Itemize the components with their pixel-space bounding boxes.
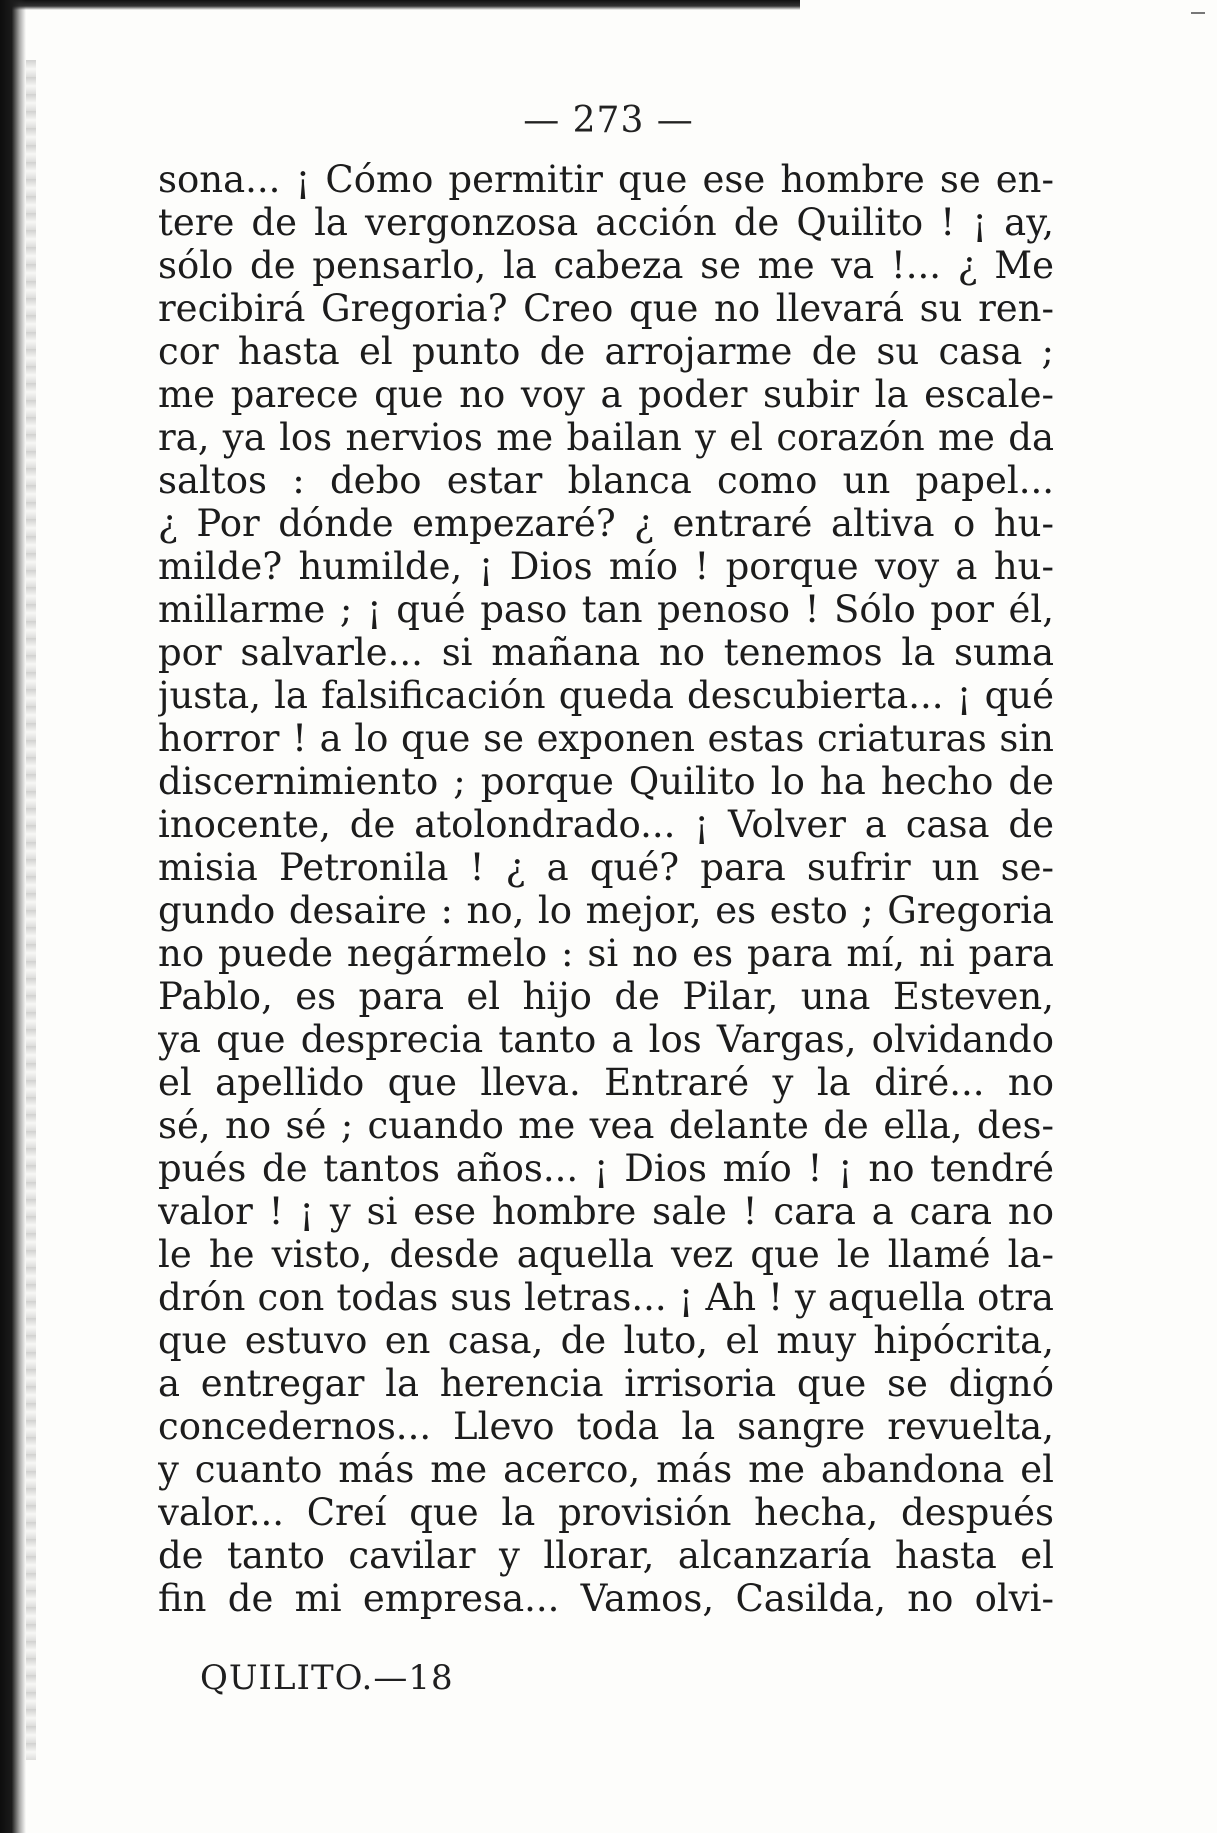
text-line: ya que desprecia tanto a los Vargas, olvidando [158, 1018, 1054, 1061]
text-line: milde? humilde, ¡ Dios mío ! porque voy a hu- [158, 545, 1054, 588]
text-line: le he visto, desde aquella vez que le llamé la- [158, 1233, 1054, 1276]
text-line: Pablo, es para el hijo de Pilar, una Esteven, [158, 975, 1054, 1018]
text-line: me parece que no voy a poder subir la escale- [158, 373, 1054, 416]
text-line: a entregar la herencia irrisoria que se dignó [158, 1362, 1054, 1405]
text-line: sé, no sé ; cuando me vea delante de ella, des- [158, 1104, 1054, 1147]
text-line: que estuvo en casa, de luto, el muy hipócrita, [158, 1319, 1054, 1362]
scan-binding-shadow [26, 60, 36, 1760]
text-line: horror ! a lo que se exponen estas criaturas sin [158, 717, 1054, 760]
text-line: por salvarle... si mañana no tenemos la suma [158, 631, 1054, 674]
text-line: tere de la vergonzosa acción de Quilito ! ¡ ay, [158, 201, 1054, 244]
text-line: pués de tantos años... ¡ Dios mío ! ¡ no tendré [158, 1147, 1054, 1190]
text-line: drón con todas sus letras... ¡ Ah ! y aquella otra [158, 1276, 1054, 1319]
text-line: inocente, de atolondrado... ¡ Volver a casa de [158, 803, 1054, 846]
signature-name: QUILITO. [200, 1658, 374, 1698]
text-line: concedernos... Llevo toda la sangre revuelta, [158, 1405, 1054, 1448]
body-text [158, 158, 1054, 1620]
text-line: valor... Creí que la provisión hecha, después [158, 1491, 1054, 1534]
text-line: ¿ Por dónde empezaré? ¿ entraré altiva o hu- [158, 502, 1054, 545]
text-line: millarme ; ¡ qué paso tan penoso ! Sólo por él, [158, 588, 1054, 631]
text-line: sona... ¡ Cómo permitir que ese hombre se en- [158, 158, 1054, 201]
scan-binding-edge [0, 0, 26, 1833]
text-line: cor hasta el punto de arrojarme de su casa ; [158, 330, 1054, 373]
text-line: de tanto cavilar y llorar, alcanzaría hasta el [158, 1534, 1054, 1577]
page-number: — 273 — [523, 100, 694, 141]
text-line: gundo desaire : no, lo mejor, es esto ; Gregoria [158, 889, 1054, 932]
text-line: sólo de pensarlo, la cabeza se me va !... ¿ Me [158, 244, 1054, 287]
text-line: el apellido que lleva. Entraré y la diré... no [158, 1061, 1054, 1104]
text-line: discernimiento ; porque Quilito lo ha hecho de [158, 760, 1054, 803]
text-line: no puede negármelo : si no es para mí, ni para [158, 932, 1054, 975]
text-line: fin de mi empresa... Vamos, Casilda, no olvi- [158, 1577, 1054, 1620]
text-line: recibirá Gregoria? Creo que no llevará su ren- [158, 287, 1054, 330]
text-line: saltos : debo estar blanca como un papel... [158, 459, 1054, 502]
text-line: misia Petronila ! ¿ a qué? para sufrir un se- [158, 846, 1054, 889]
signature-number: —18 [373, 1658, 454, 1698]
text-line: valor ! ¡ y si ese hombre sale ! cara a cara no [158, 1190, 1054, 1233]
signature-mark [200, 1658, 454, 1698]
text-line: ra, ya los nervios me bailan y el corazón me da [158, 416, 1054, 459]
scan-top-edge [0, 0, 800, 10]
scan-corner-mark [1191, 12, 1205, 14]
text-line: justa, la falsificación queda descubierta... ¡ qué [158, 674, 1054, 717]
text-line: y cuanto más me acerco, más me abandona el [158, 1448, 1054, 1491]
